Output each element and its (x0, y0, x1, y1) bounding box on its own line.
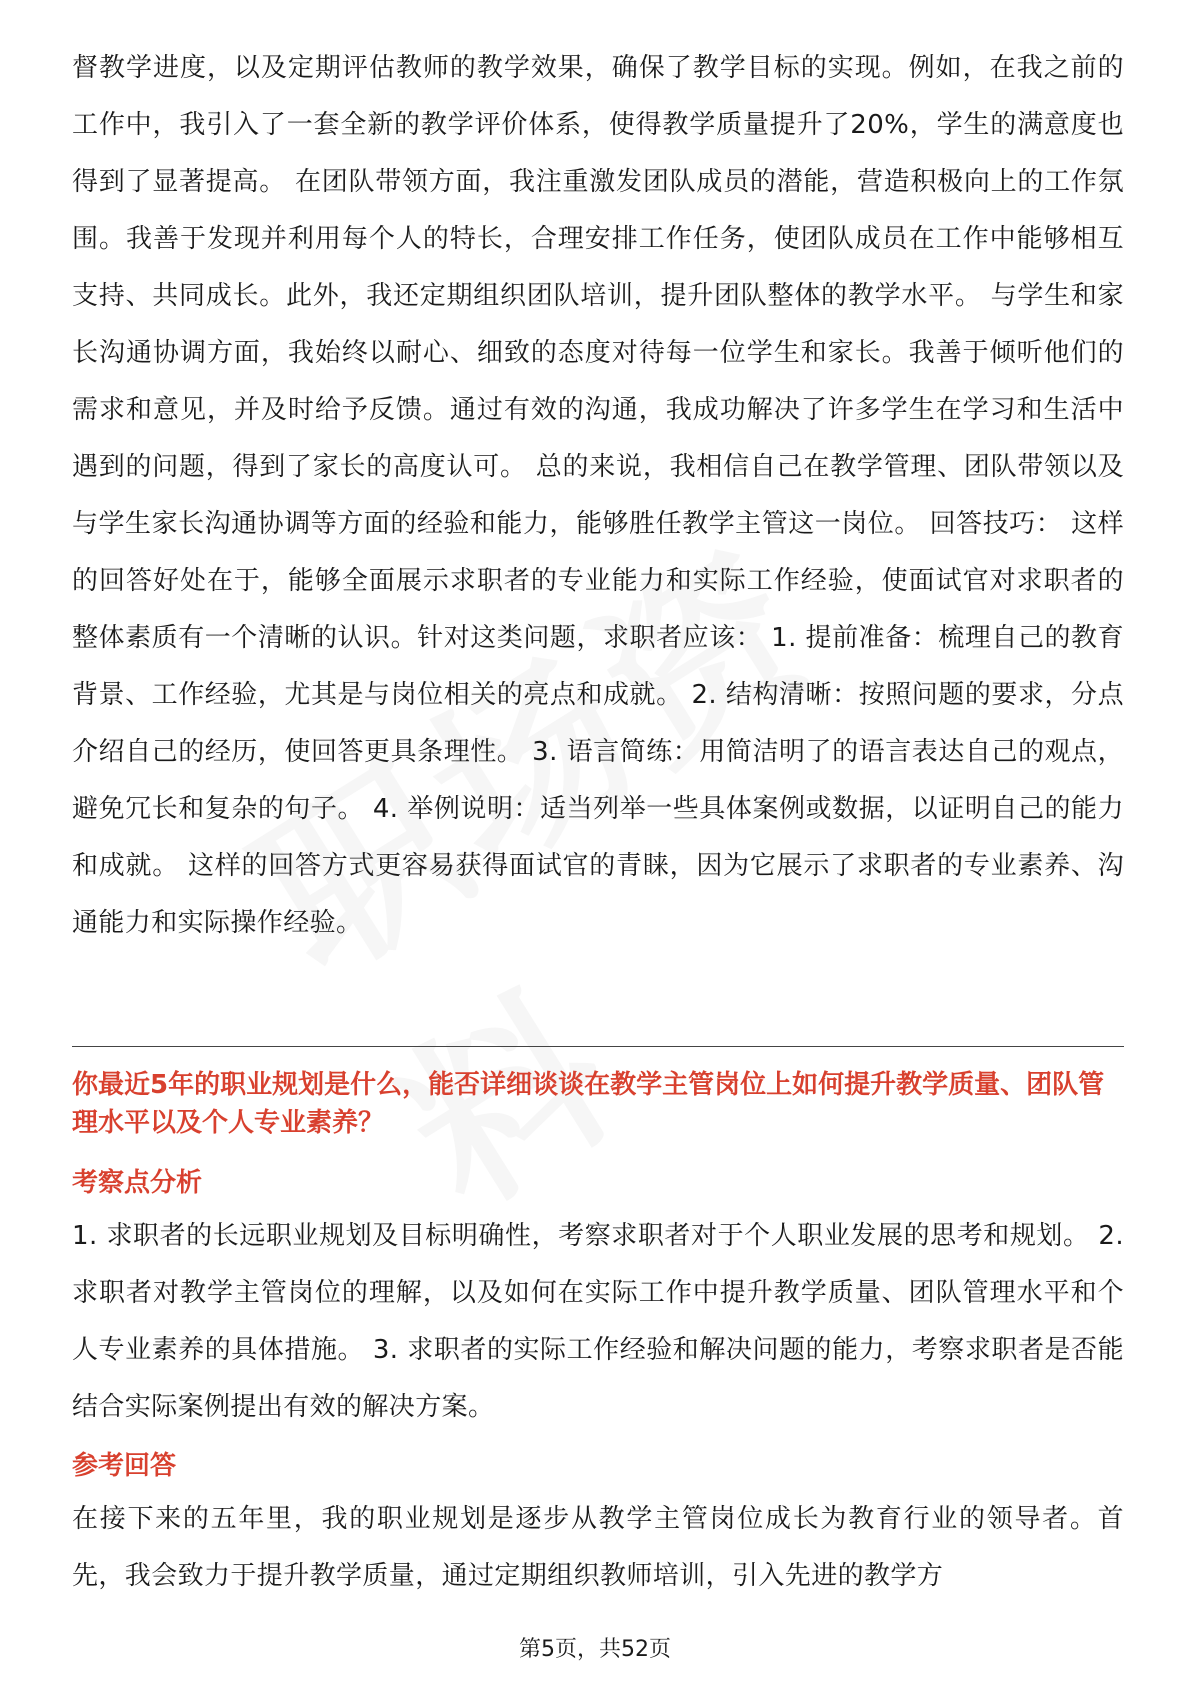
page-number: 第5页，共52页 (519, 1637, 671, 1662)
section-divider (72, 1046, 1124, 1047)
answer-heading: 参考回答 (72, 1451, 177, 1481)
page-body (72, 40, 1124, 952)
analysis-heading: 考察点分析 (72, 1168, 203, 1198)
answer-paragraph: 在接下来的五年里，我的职业规划是逐步从教学主管岗位成长为教育行业的领导者。首先，我会致力于提升教学质量，通过定期组织教师培训，引入先进的教学方 (72, 1504, 1124, 1591)
intro-paragraph: 督教学进度，以及定期评估教师的教学效果，确保了教学目标的实现。例如，在我之前的工作中，我引入了一套全新的教学评价体系，使得教学质量提升了20%，学生的满意度也得到了显著提高。 在团队带领方面，我注重激发团队成员的潜能，营造积极向上的工作氛围。我善于发现并利用每个人的特长，合理安排工作任务，使团队成员在工作中能够相互支持、共同成长。此外，我还定期组织团队培训，提升团队整体的教学水平。 与学生和家长沟通协调方面，我始终以耐心、细致的态度对待每一位学生和家长。我善于倾听他们的需求和意见，并及时给予反馈。通过有效的沟通，我成功解决了许多学生在学习和生活中遇到的问题，得到了家长的高度认可。 总的来说，我相信自己在教学管理、团队带领以及与学生家长沟通协调等方面的经验和能力，能够胜任教学主管这一岗位。 回答技巧： 这样的回答好处在于，能够全面展示求职者的专业能力和实际工作经验，使面试官对求职者的整体素质有一个清晰的认识。针对这类问题，求职者应该： 1. 提前准备：梳理自己的教育背景、工作经验，尤其是与岗位相关的亮点和成就。 2. 结构清晰：按照问题的要求，分点介绍自己的经历，使回答更具条理性。 3. 语言简练：用简洁明了的语言表达自己的观点，避免冗长和复杂的句子。 4. 举例说明：适当列举一些具体案例或数据，以证明自己的能力和成就。 这样的回答方式更容易获得面试官的青睐，因为它展示了求职者的专业素养、沟通能力和实际操作经验。 (72, 53, 1124, 938)
analysis-paragraph: 1. 求职者的长远职业规划及目标明确性，考察求职者对于个人职业发展的思考和规划。 2. 求职者对教学主管岗位的理解，以及如何在实际工作中提升教学质量、团队管理水平和个人专业素养的具体措施。 3. 求职者的实际工作经验和解决问题的能力，考察求职者是否能结合实际案例提出有效的解决方案。 (72, 1221, 1124, 1422)
question-heading: 你最近5年的职业规划是什么，能否详细谈谈在教学主管岗位上如何提升教学质量、团队管理水平以及个人专业素养？ (72, 1070, 1105, 1138)
answer-section (72, 1491, 1124, 1605)
analysis-section (72, 1208, 1124, 1436)
